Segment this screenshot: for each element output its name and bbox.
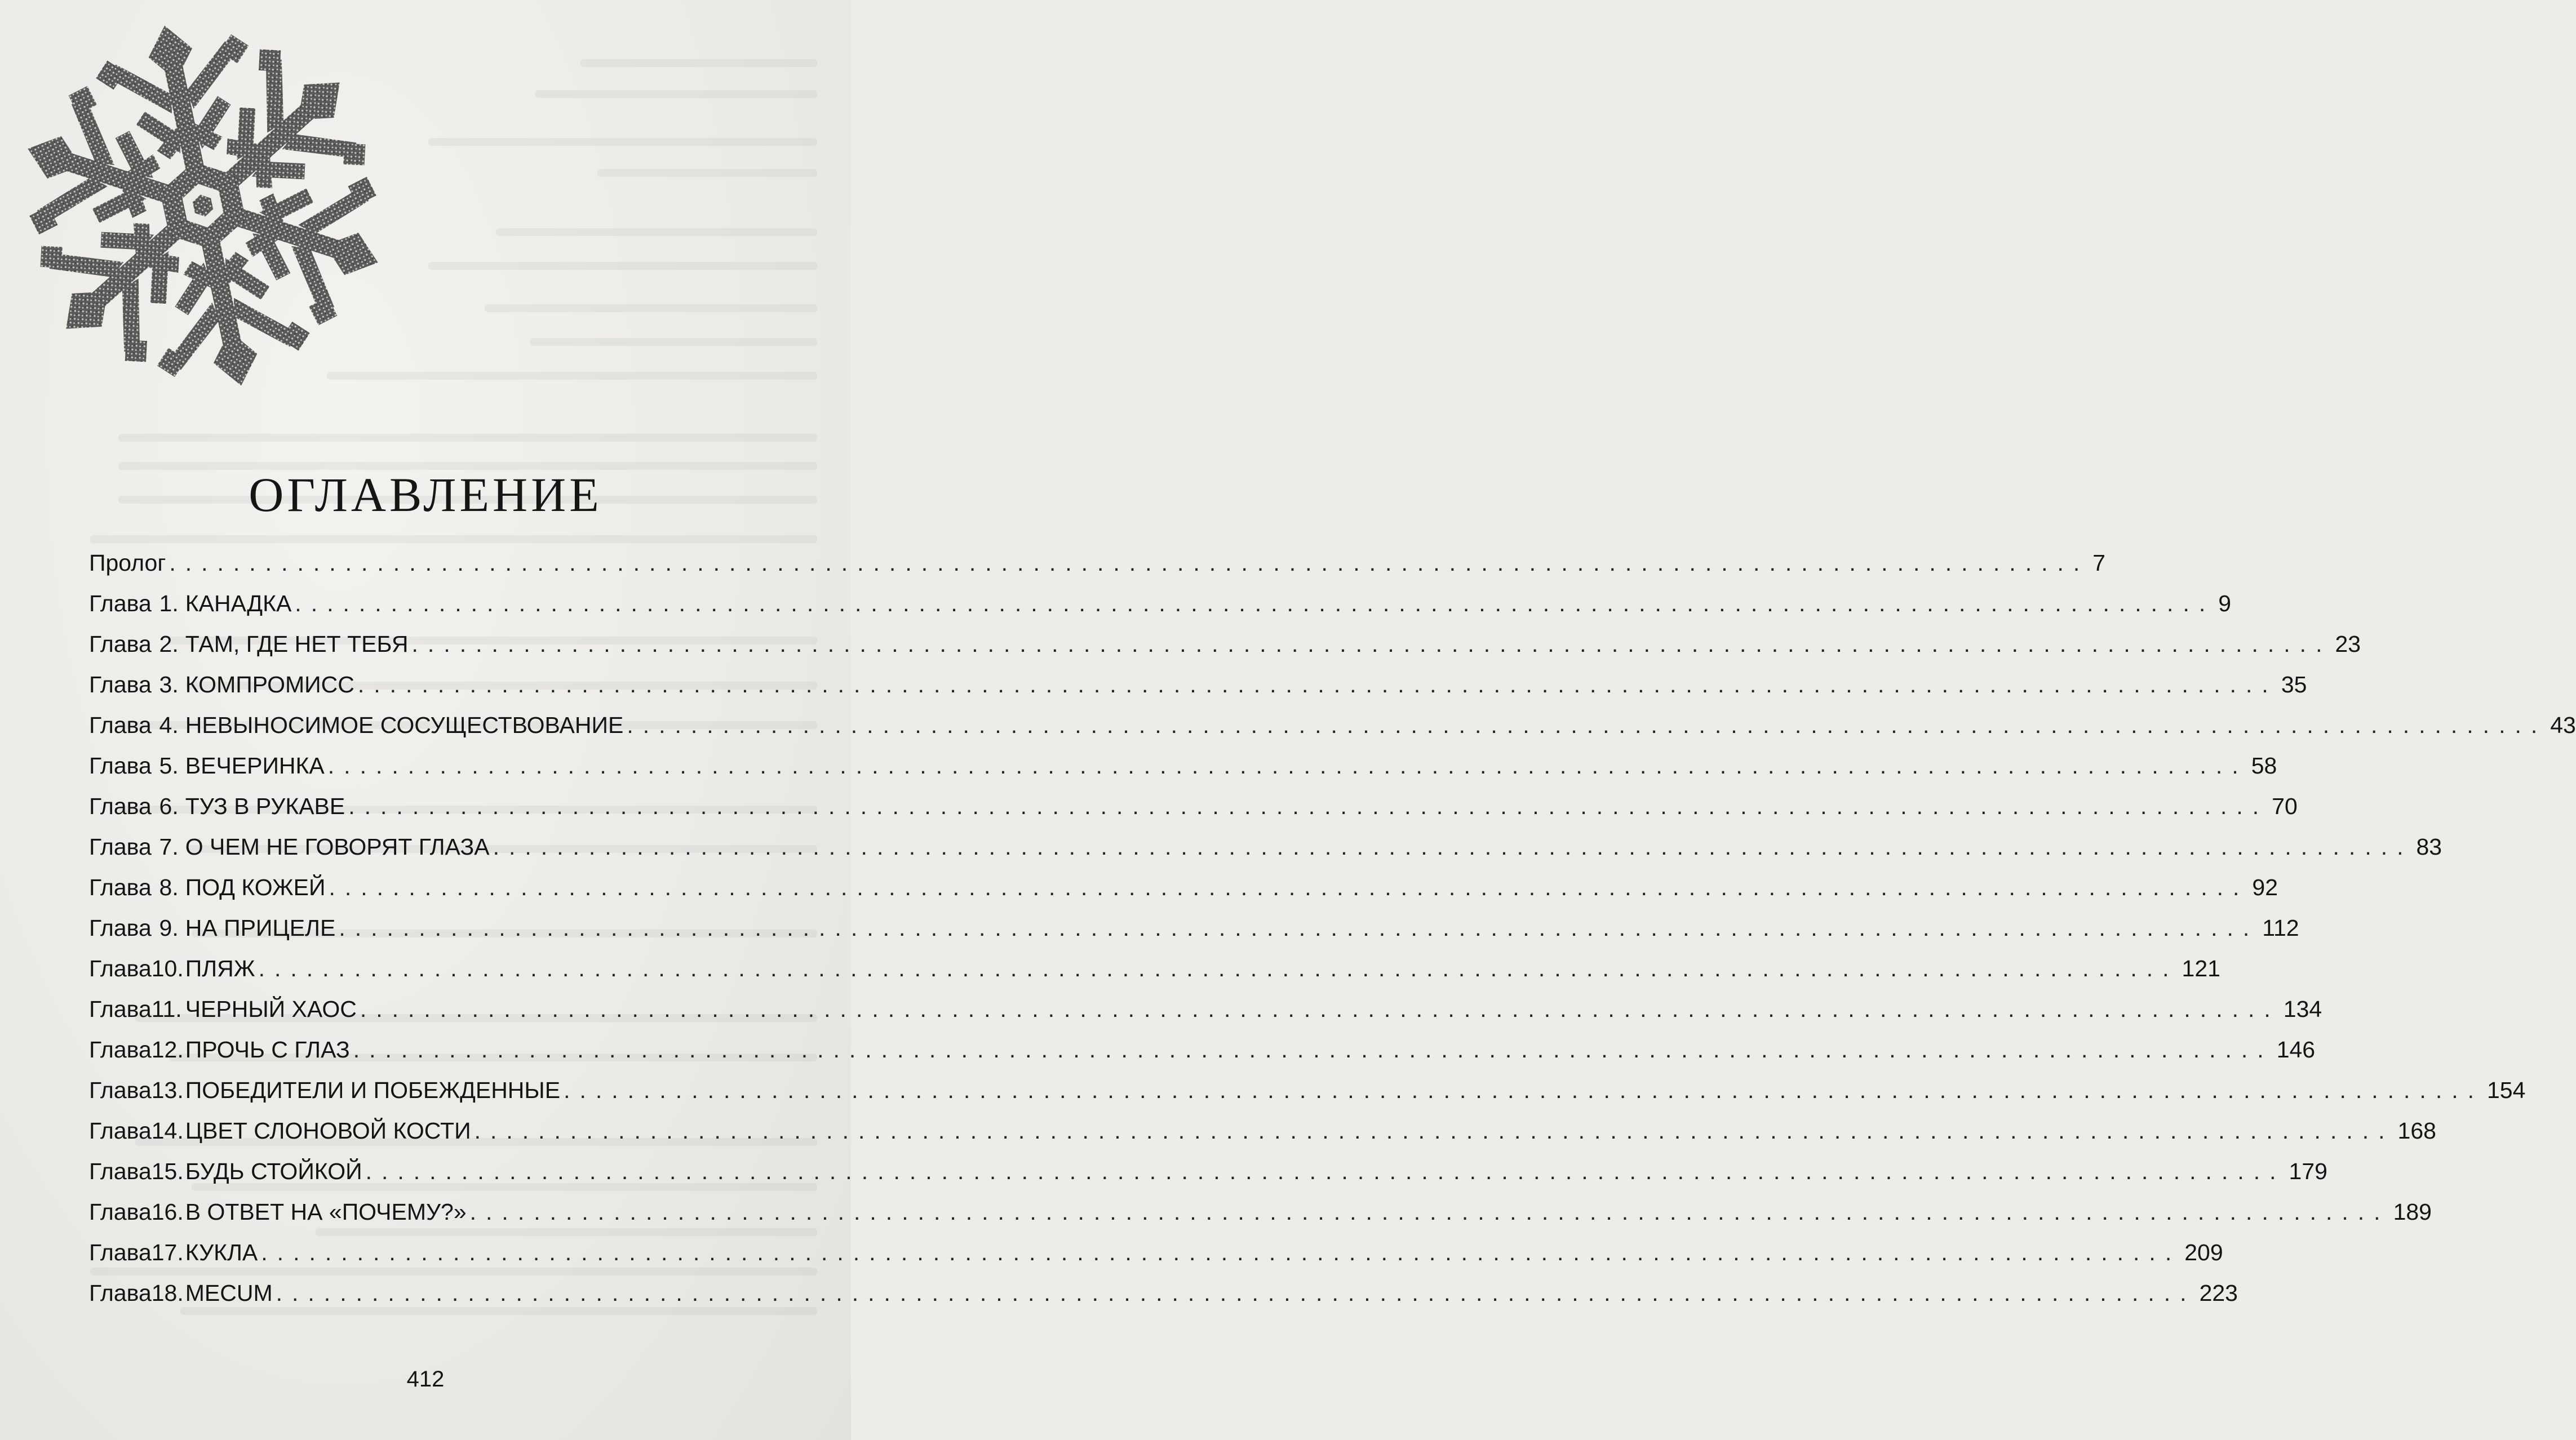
toc-entry-number: 14. xyxy=(151,1118,184,1144)
toc-leader-dots: ........................................................................................................................ xyxy=(258,955,2179,981)
toc-entry-label: Глава xyxy=(89,631,152,657)
toc-entry xyxy=(89,915,2299,955)
toc-entry-page: 9 xyxy=(2218,590,2232,616)
toc-entry xyxy=(89,631,2361,672)
toc-leader-dots: ........................................................................................................................ xyxy=(469,1199,2390,1225)
toc-entry xyxy=(89,1280,2238,1321)
toc-entry-page: 223 xyxy=(2199,1280,2238,1306)
toc-entry xyxy=(89,1239,2223,1280)
toc-entry-page: 35 xyxy=(2281,672,2307,697)
toc-entry-page: 121 xyxy=(2182,955,2220,981)
toc-entry-number: 8. xyxy=(159,874,179,900)
toc-entry-title: КОМПРОМИСС xyxy=(185,672,354,697)
toc-entry-number: 2. xyxy=(159,631,179,657)
toc-leader-dots: ........................................................................................................................ xyxy=(411,631,2332,657)
toc-entry-title: ТУЗ В РУКАВЕ xyxy=(185,793,345,819)
toc-entry-page: 58 xyxy=(2251,753,2277,779)
toc-entry xyxy=(89,1037,2316,1077)
toc-leader-dots: ........................................................................................................................ xyxy=(493,834,2413,860)
toc-entry-label: Пролог xyxy=(89,550,166,576)
toc-leader-dots: ........................................................................................................................ xyxy=(627,712,2547,738)
toc-leader-dots: ........................................................................................................................ xyxy=(276,1280,2196,1306)
toc-entry-page: 189 xyxy=(2393,1199,2432,1225)
toc-entry-label: Глава xyxy=(89,996,152,1022)
toc-entry-page: 154 xyxy=(2487,1077,2526,1103)
toc-entry xyxy=(89,955,2220,996)
toc-entry-title: ПРОЧЬ С ГЛАЗ xyxy=(185,1037,350,1063)
toc-leader-dots: ........................................................................................................................ xyxy=(295,590,2215,616)
toc-entry-page: 134 xyxy=(2283,996,2322,1022)
toc-leader-dots: ........................................................................................................................ xyxy=(169,550,2090,576)
toc-entry-page: 43 xyxy=(2550,712,2576,738)
toc-entry-page: 179 xyxy=(2289,1158,2327,1184)
page-title: ОГЛАВЛЕНИЕ xyxy=(249,468,602,522)
toc-entry-number: 9. xyxy=(159,915,179,941)
table-of-contents xyxy=(89,550,2576,1321)
toc-entry-number: 12. xyxy=(151,1037,184,1063)
toc-leader-dots: ........................................................................................................................ xyxy=(339,915,2259,941)
toc-entry-title: ЦВЕТ СЛОНОВОЙ КОСТИ xyxy=(185,1118,471,1144)
toc-entry-number: 13. xyxy=(151,1077,184,1103)
toc-entry-label: Глава xyxy=(89,915,152,941)
toc-entry-title: ЧЕРНЫЙ ХАОС xyxy=(185,996,357,1022)
toc-entry-page: 23 xyxy=(2335,631,2361,657)
toc-entry-number: 16. xyxy=(151,1199,184,1225)
toc-entry xyxy=(89,550,2106,590)
toc-entry-label: Глава xyxy=(89,955,152,981)
toc-entry-label: Глава xyxy=(89,1280,152,1306)
toc-entry-number: 17. xyxy=(151,1239,184,1265)
toc-entry xyxy=(89,1077,2526,1118)
toc-entry-label: Глава xyxy=(89,590,152,616)
toc-entry-title: ТАМ, ГДЕ НЕТ ТЕБЯ xyxy=(185,631,409,657)
toc-leader-dots: ........................................................................................................................ xyxy=(261,1239,2182,1265)
toc-entry-title: НЕВЫНОСИМОЕ СОСУЩЕСТВОВАНИЕ xyxy=(185,712,624,738)
toc-entry xyxy=(89,712,2576,753)
toc-entry-title: ПЛЯЖ xyxy=(185,955,255,981)
page-number: 412 xyxy=(406,1367,445,1392)
toc-leader-dots: ........................................................................................................................ xyxy=(474,1118,2395,1144)
toc-entry-label: Глава xyxy=(89,672,152,697)
toc-entry-title: КАНАДКА xyxy=(185,590,292,616)
toc-entry xyxy=(89,874,2278,915)
toc-leader-dots: ........................................................................................................................ xyxy=(353,1037,2273,1063)
toc-entry-title: В ОТВЕТ НА «ПОЧЕМУ?» xyxy=(185,1199,467,1225)
toc-leader-dots: ........................................................................................................................ xyxy=(327,753,2248,779)
toc-entry-title: КУКЛА xyxy=(185,1239,258,1265)
toc-entry-title: ПОД КОЖЕЙ xyxy=(185,874,326,900)
toc-entry-label: Глава xyxy=(89,1077,152,1103)
toc-leader-dots: ........................................................................................................................ xyxy=(348,793,2269,819)
toc-entry-page: 70 xyxy=(2272,793,2298,819)
toc-entry-title: НА ПРИЦЕЛЕ xyxy=(185,915,336,941)
toc-leader-dots: ........................................................................................................................ xyxy=(365,1158,2286,1184)
toc-entry xyxy=(89,590,2232,631)
toc-leader-dots: ........................................................................................................................ xyxy=(329,874,2249,900)
toc-entry-title: БУДЬ СТОЙКОЙ xyxy=(185,1158,362,1184)
toc-entry xyxy=(89,1158,2327,1199)
toc-entry-label: Глава xyxy=(89,1239,152,1265)
toc-entry-label: Глава xyxy=(89,874,152,900)
toc-entry xyxy=(89,834,2442,874)
toc-leader-dots: ........................................................................................................................ xyxy=(360,996,2280,1022)
toc-entry-number: 7. xyxy=(159,834,179,860)
toc-entry-page: 92 xyxy=(2252,874,2278,900)
toc-entry-number: 11. xyxy=(151,996,182,1022)
toc-leader-dots: ........................................................................................................................ xyxy=(564,1077,2484,1103)
toc-entry-label: Глава xyxy=(89,1199,152,1225)
toc-entry-label: Глава xyxy=(89,753,152,779)
toc-entry-page: 168 xyxy=(2397,1118,2436,1144)
toc-entry-label: Глава xyxy=(89,1037,152,1063)
toc-entry-number: 1. xyxy=(159,590,179,616)
toc-entry-page: 83 xyxy=(2416,834,2442,860)
toc-entry xyxy=(89,793,2298,834)
toc-entry-page: 112 xyxy=(2262,915,2299,941)
toc-entry-number: 5. xyxy=(159,753,179,779)
toc-entry xyxy=(89,1199,2432,1239)
toc-entry-page: 146 xyxy=(2276,1037,2316,1063)
toc-entry-number: 10. xyxy=(151,955,184,981)
toc-entry xyxy=(89,753,2277,793)
toc-leader-dots: ........................................................................................................................ xyxy=(357,672,2278,697)
toc-entry-label: Глава xyxy=(89,712,152,738)
toc-entry-label: Глава xyxy=(89,793,152,819)
toc-entry-title: ПОБЕДИТЕЛИ И ПОБЕЖДЕННЫЕ xyxy=(185,1077,561,1103)
toc-entry-page: 209 xyxy=(2184,1239,2223,1265)
snowflake-icon xyxy=(17,20,389,392)
toc-entry-label: Глава xyxy=(89,1158,152,1184)
toc-entry xyxy=(89,996,2322,1037)
toc-entry xyxy=(89,672,2307,712)
toc-entry-label: Глава xyxy=(89,1118,152,1144)
toc-entry-page: 7 xyxy=(2092,550,2106,576)
toc-entry-title: ВЕЧЕРИНКА xyxy=(185,753,325,779)
toc-entry-number: 6. xyxy=(159,793,179,819)
toc-entry-number: 15. xyxy=(151,1158,184,1184)
toc-entry-number: 4. xyxy=(159,712,179,738)
toc-entry xyxy=(89,1118,2436,1158)
toc-entry-number: 3. xyxy=(159,672,179,697)
toc-entry-title: О ЧЕМ НЕ ГОВОРЯТ ГЛАЗА xyxy=(185,834,490,860)
toc-entry-title: MECUM xyxy=(185,1280,273,1306)
toc-entry-label: Глава xyxy=(89,834,152,860)
toc-entry-number: 18. xyxy=(151,1280,184,1306)
